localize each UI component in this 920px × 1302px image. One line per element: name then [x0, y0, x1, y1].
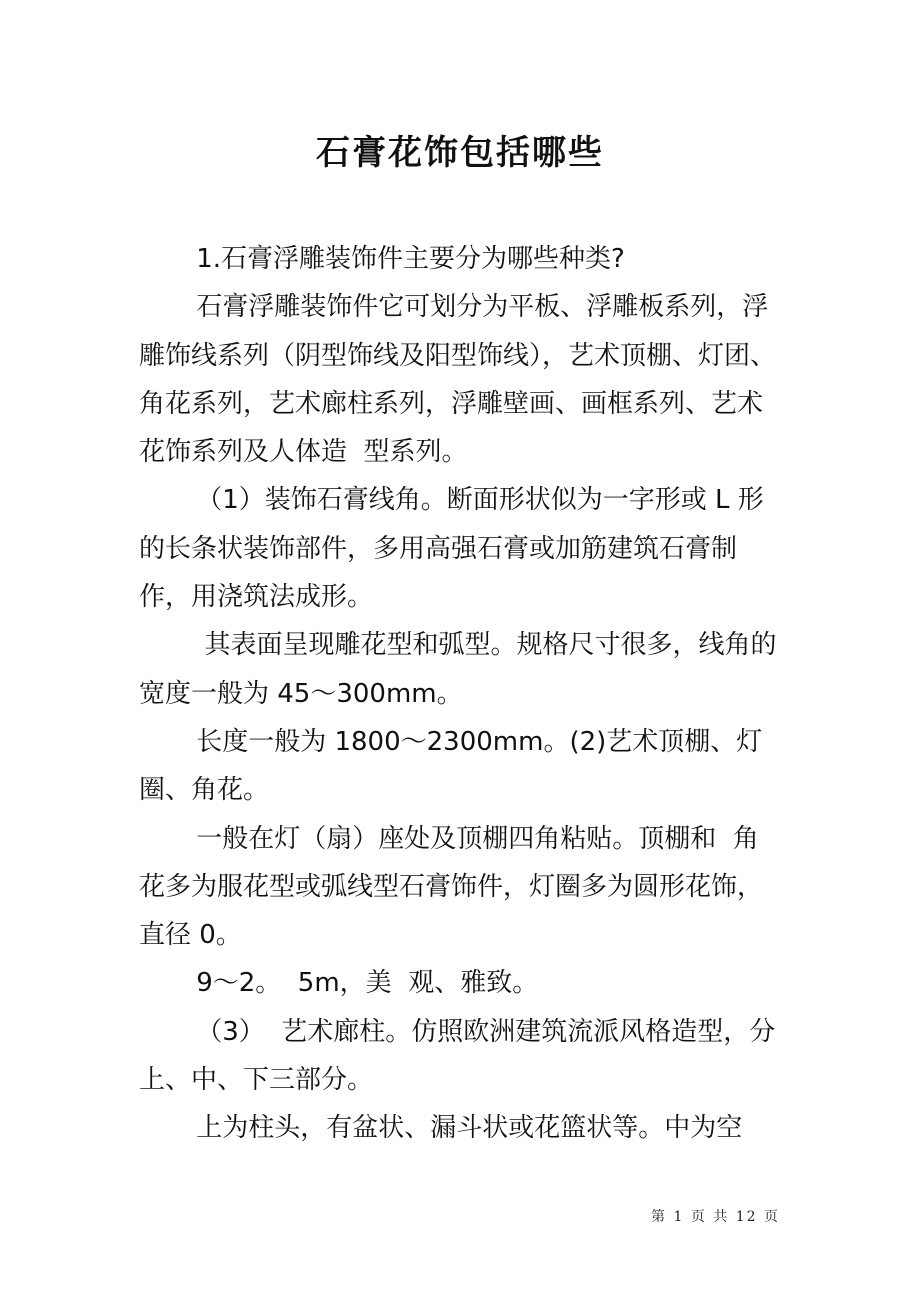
paragraph: 其表面呈现雕花型和弧型。规格尺寸很多，线角的宽度一般为 45～300mm。 — [139, 630, 777, 709]
body-text — [139, 235, 784, 1153]
page-number-footer: 第 1 页 共 12 页 — [651, 1209, 780, 1225]
paragraph: 9～2。 5m，美 观、雅致。 — [196, 968, 539, 999]
page-title: 石膏花饰包括哪些 — [316, 133, 604, 173]
paragraph: （3） 艺术廊柱。仿照欧洲建筑流派风格造型，分上、中、下三部分。 — [139, 1016, 776, 1096]
paragraph: 一般在灯（扇）座处及顶棚四角粘贴。顶棚和 角花多为服花型或弧线型石膏饰件，灯圈多为圆形花饰，直径 0。 — [139, 823, 764, 951]
paragraph: （1）装饰石膏线角。断面形状似为一字形或 L 形的长条状装饰部件，多用高强石膏或加筋建筑石膏制作，用浇筑法成形。 — [139, 485, 764, 613]
paragraph: 石膏浮雕装饰件它可划分为平板、浮雕板系列，浮雕饰线系列（阴型饰线及阳型饰线），艺术顶棚、灯团、角花系列，艺术廊柱系列，浮雕壁画、画框系列、艺术花饰系列及人体造 型系列。 — [139, 292, 777, 468]
paragraph: 长度一般为 1800～2300mm。(2)艺术顶棚、灯圈、角花。 — [139, 726, 763, 806]
paragraph: 1.石膏浮雕装饰件主要分为哪些种类? — [196, 244, 625, 274]
paragraph: 上为柱头，有盆状、漏斗状或花篮状等。中为空 — [196, 1113, 743, 1144]
